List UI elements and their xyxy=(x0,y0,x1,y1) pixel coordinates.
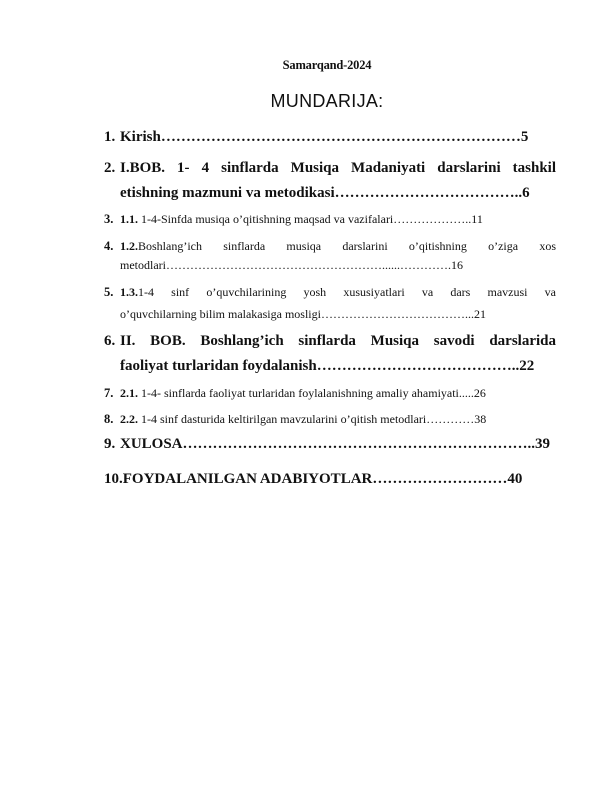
toc-entry-line: faoliyat turlaridan foydalanish…………………………………..22 xyxy=(120,358,535,374)
toc-entry-text xyxy=(120,156,556,205)
toc-entry-number: 4. xyxy=(104,239,114,253)
toc-entry-number: 1. xyxy=(104,129,116,145)
page-title: MUNDARIJA: xyxy=(270,91,384,111)
toc-entry-text: 2.1. 1-4- sinflarda faoliyat turlaridan foylalanishning amaliy ahamiyati.....26 xyxy=(120,386,486,400)
toc-entry-line: 1.3.1-4 sinf o’quvchilarining yosh xususiyatlari va dars mavzusi va xyxy=(120,285,556,299)
toc-entry-line: 1.2.Boshlang’ich sinflarda musiqa darslarini o’qitishning o’ziga xos xyxy=(120,239,556,253)
toc-entry-number: 3. xyxy=(104,212,114,226)
toc-entry-number: 9. xyxy=(104,436,116,452)
toc-entry-number: 5. xyxy=(104,285,114,299)
toc-entry-line: metodlari………………………………………………......………….16 xyxy=(120,258,463,272)
toc-entry-number: 7. xyxy=(104,386,114,400)
toc-entry-text xyxy=(120,237,556,274)
toc-entry-number: 6. xyxy=(104,333,116,349)
toc-entry-line: I.BOB. 1- 4 sinflarda Musiqa Madaniyati darslarini tashkil xyxy=(120,160,556,176)
toc-entry-number: 8. xyxy=(104,412,114,426)
toc-entry-line: etishning mazmuni va metodikasi………………………………..6 xyxy=(120,185,530,201)
place-year: Samarqand-2024 xyxy=(282,58,372,72)
toc-entry-text: 2.2. 1-4 sinf dasturida keltirilgan mavzularini o’qitish metodlari…………38 xyxy=(120,412,487,426)
toc-entry-text: XULOSA……………………………………………………………..39 xyxy=(120,436,551,452)
toc-entry-text: Kirish………………………………………………………………5 xyxy=(120,129,529,145)
toc-entry-number: 2. xyxy=(104,160,116,176)
toc-entry-text xyxy=(120,283,556,323)
toc-entry-text xyxy=(120,329,556,378)
toc-entry-text: 1.1. 1-4-Sinfda musiqa o’qitishning maqsad va vazifalari………………..11 xyxy=(120,212,483,226)
toc-entry-text: 10.FOYDALANILGAN ADABIYOTLAR………………………40 xyxy=(104,471,523,487)
toc-entry-line: II. BOB. Boshlang’ich sinflarda Musiqa savodi darslarida xyxy=(120,333,556,349)
toc-entry-line: o’quvchilarning bilim malakasiga mosligi………………………………...21 xyxy=(120,307,486,321)
